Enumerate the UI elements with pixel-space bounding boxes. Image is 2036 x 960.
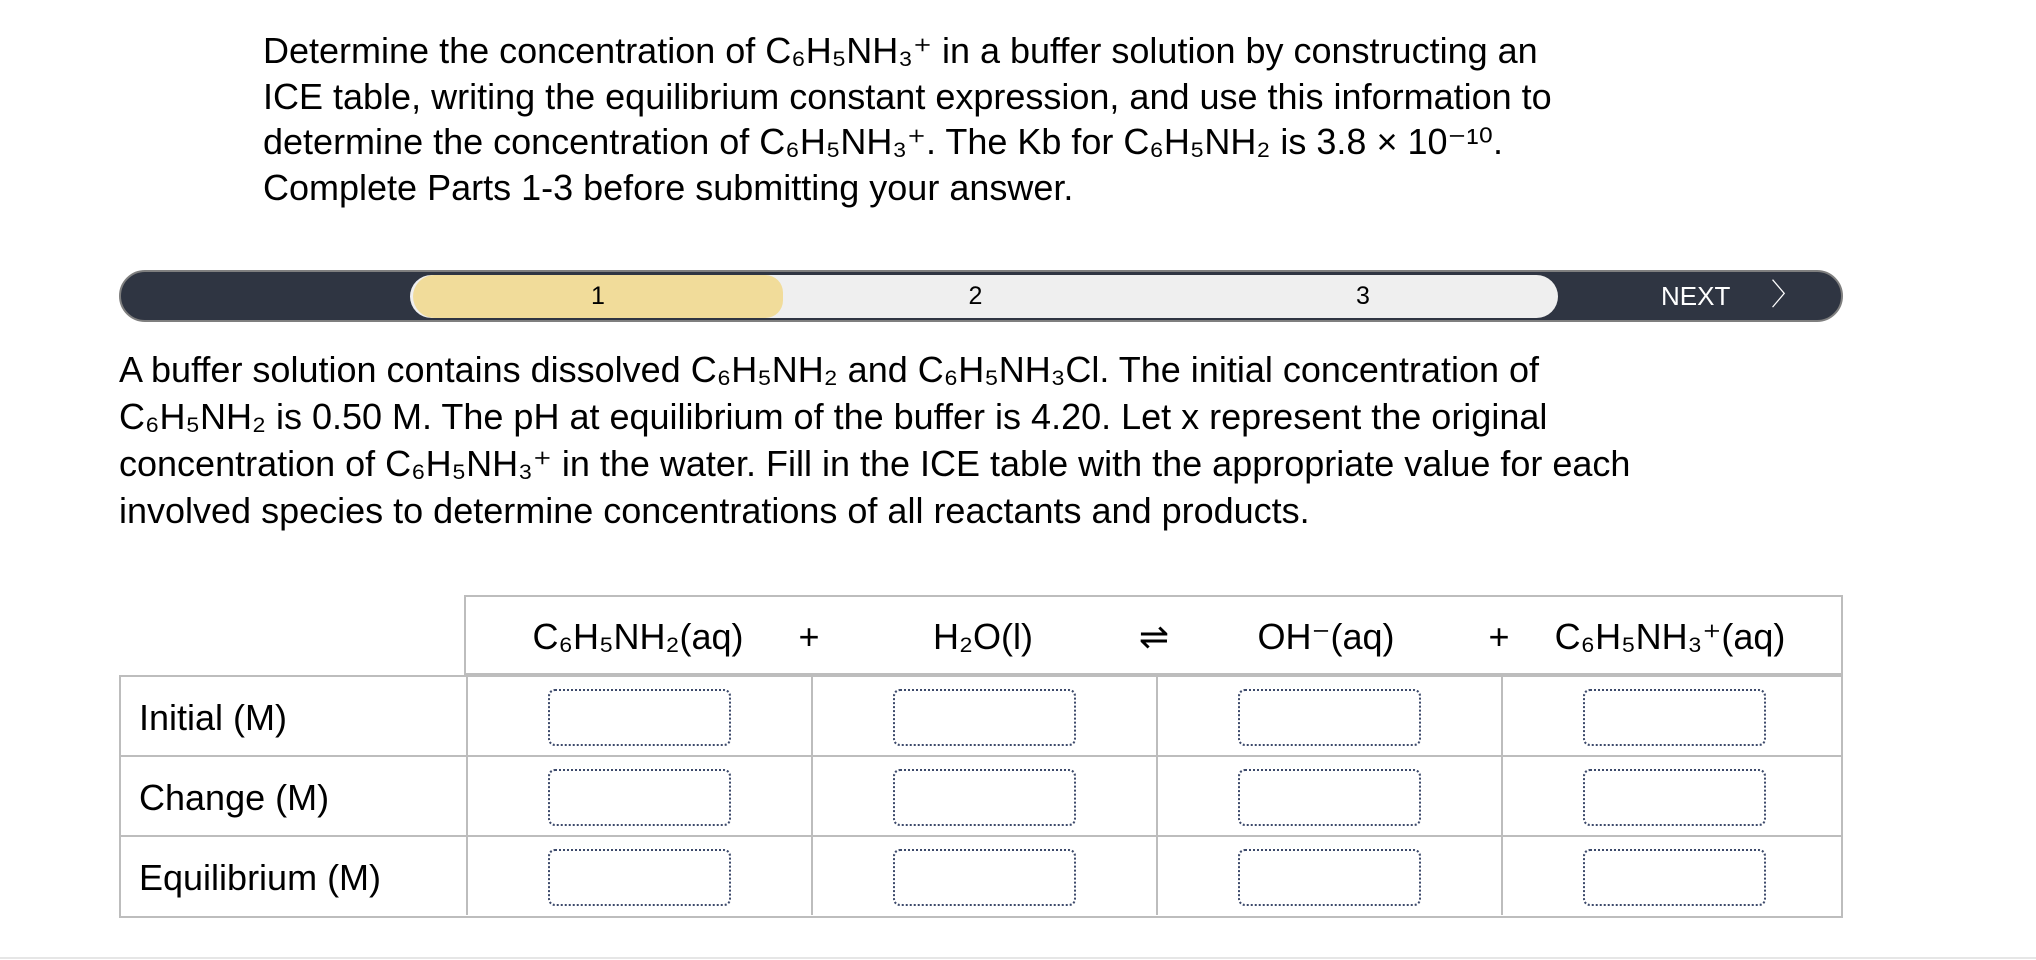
ice-table bbox=[119, 595, 1843, 918]
ice-table-body bbox=[119, 675, 1843, 918]
plus-sign: + bbox=[1488, 616, 1510, 657]
question-line: A buffer solution contains dissolved C₆H₅NH₂ and C₆H₅NH₃Cl. The initial concentration of bbox=[119, 349, 1540, 390]
problem-statement bbox=[263, 28, 1763, 210]
species-aniline: C₆H₅NH₂(aq) bbox=[532, 616, 744, 657]
question-text bbox=[119, 346, 1919, 534]
step-progress-bar bbox=[119, 270, 1843, 322]
species-hydroxide: OH⁻(aq) bbox=[1257, 616, 1395, 657]
table-row-change bbox=[121, 755, 1841, 835]
equilibrium-aniline-input[interactable] bbox=[548, 849, 731, 906]
question-line: C₆H₅NH₂ is 0.50 M. The pH at equilibrium of the buffer is 4.20. Let x represent the original bbox=[119, 396, 1548, 437]
equilibrium-anilinium-input[interactable] bbox=[1583, 849, 1766, 906]
initial-aniline-input[interactable] bbox=[548, 689, 731, 746]
species-anilinium: C₆H₅NH₃⁺(aq) bbox=[1554, 616, 1786, 657]
next-button[interactable] bbox=[1561, 272, 1841, 320]
initial-anilinium-input[interactable] bbox=[1583, 689, 1766, 746]
problem-line: determine the concentration of C₆H₅NH₃⁺. The Kb for C₆H₅NH₂ is 3.8 × 10⁻¹⁰. bbox=[263, 121, 1503, 162]
row-label: Change (M) bbox=[139, 777, 330, 818]
initial-water-input[interactable] bbox=[893, 689, 1076, 746]
problem-line: Determine the concentration of C₆H₅NH₃⁺ in a buffer solution by constructing an bbox=[263, 30, 1538, 71]
divider bbox=[0, 957, 2036, 959]
step-2-tab[interactable]: 2 bbox=[968, 282, 983, 310]
table-row-initial bbox=[121, 675, 1841, 755]
equilibrium-water-input[interactable] bbox=[893, 849, 1076, 906]
step-3-tab[interactable]: 3 bbox=[1356, 282, 1370, 310]
chevron-right-icon: 〉 bbox=[1771, 279, 1801, 312]
species-water: H₂O(l) bbox=[933, 616, 1033, 657]
problem-line: Complete Parts 1-3 before submitting your answer. bbox=[263, 166, 1074, 208]
change-anilinium-input[interactable] bbox=[1583, 769, 1766, 826]
change-aniline-input[interactable] bbox=[548, 769, 731, 826]
change-water-input[interactable] bbox=[893, 769, 1076, 826]
next-label: NEXT bbox=[1661, 281, 1731, 311]
reaction-header bbox=[464, 595, 1843, 675]
plus-sign: + bbox=[798, 616, 820, 657]
problem-line: ICE table, writing the equilibrium constant expression, and use this information to bbox=[263, 75, 1552, 117]
row-label: Initial (M) bbox=[139, 697, 288, 738]
equilibrium-hydroxide-input[interactable] bbox=[1238, 849, 1421, 906]
row-label: Equilibrium (M) bbox=[139, 857, 382, 898]
step-1-tab[interactable]: 1 bbox=[413, 275, 783, 318]
equilibrium-arrow-icon: ⇌ bbox=[1138, 616, 1170, 657]
initial-hydroxide-input[interactable] bbox=[1238, 689, 1421, 746]
table-row-equilibrium bbox=[121, 835, 1841, 915]
question-line: concentration of C₆H₅NH₃⁺ in the water. Fill in the ICE table with the appropriate value for each bbox=[119, 443, 1631, 484]
question-line: involved species to determine concentrations of all reactants and products. bbox=[119, 490, 1310, 531]
change-hydroxide-input[interactable] bbox=[1238, 769, 1421, 826]
